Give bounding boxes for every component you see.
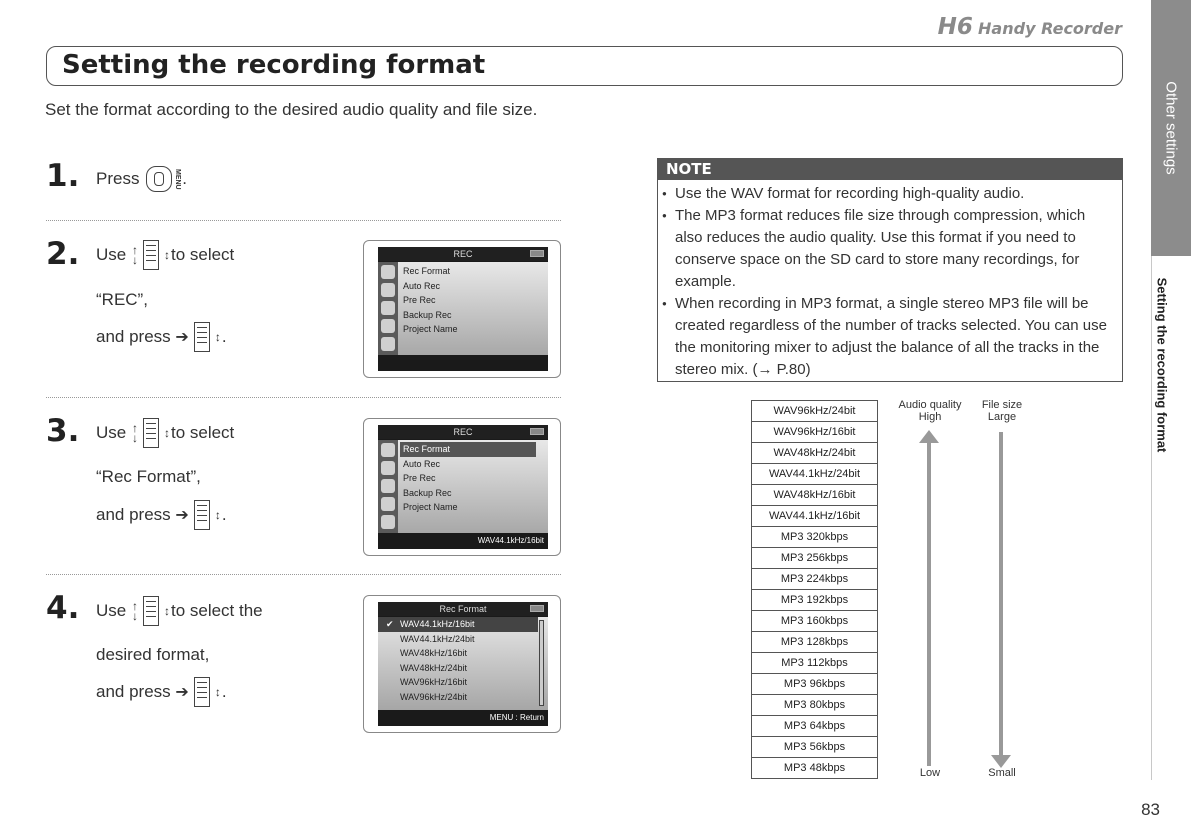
table-row	[752, 611, 878, 632]
format-cell: MP3 112kbps	[752, 653, 878, 674]
step-2-line-3: and press ➔ ↕ .	[96, 322, 227, 352]
format-cell: MP3 48kbps	[752, 758, 878, 779]
size-arrow-shaft	[999, 432, 1003, 756]
screen-rec-format-list	[363, 595, 561, 733]
scroll-dial-icon	[143, 596, 159, 626]
lcd-menu-item: Auto Rec	[403, 458, 441, 469]
note-box	[657, 158, 1123, 382]
updown-small-icon: ↕	[163, 604, 170, 618]
folder-icon	[381, 515, 395, 529]
side-tab-label: Other settings	[1162, 81, 1180, 175]
side-tab[interactable]	[1151, 0, 1191, 256]
screen-rec-format-selected	[363, 418, 561, 556]
updown-small-icon: ↕	[163, 426, 170, 440]
lcd-footer-hint: MENU : Return	[489, 713, 544, 722]
format-cell: MP3 96kbps	[752, 674, 878, 695]
lcd-format-item: WAV48kHz/16bit	[400, 648, 468, 658]
table-row	[752, 401, 878, 422]
push-arrow-icon: ➔	[175, 329, 189, 346]
quality-high-label: High	[918, 411, 942, 423]
table-row	[752, 527, 878, 548]
up-down-arrow-icon: ↑ ↓	[131, 243, 138, 267]
lcd-format-list	[378, 617, 548, 710]
step-1-number: 1.	[46, 158, 80, 194]
up-down-arrow-icon: ↑ ↓	[131, 421, 138, 445]
mic-icon	[381, 461, 395, 475]
audio-quality-label: Audio quality	[898, 399, 962, 411]
lcd-menu-item: Auto Rec	[403, 280, 441, 291]
step-4-number: 4.	[46, 590, 80, 626]
size-scale-label	[962, 399, 1042, 423]
updown-small-icon: ↕	[214, 685, 221, 699]
format-cell: MP3 56kbps	[752, 737, 878, 758]
format-cell: MP3 128kbps	[752, 632, 878, 653]
note-item: ● When recording in MP3 format, a single stereo MP3 file will be created regardless of the number of tracks selected. You can use the monitoring mixer to adjust the balance of all the tracks in the stereo mix. (→ P.80)	[675, 293, 1116, 381]
scroll-dial-icon	[194, 322, 210, 352]
intro-text: Set the format according to the desired audio quality and file size.	[45, 100, 538, 119]
format-cell: WAV48kHz/16bit	[752, 485, 878, 506]
step-3-number: 3.	[46, 413, 80, 449]
table-row	[752, 674, 878, 695]
step-separator	[46, 397, 561, 398]
record-icon	[381, 479, 395, 493]
step-separator	[46, 574, 561, 575]
lcd-format-item-selected: ✔ WAV44.1kHz/16bit	[378, 617, 538, 632]
lcd-format-item: WAV44.1kHz/24bit	[400, 633, 475, 644]
battery-icon	[530, 428, 544, 435]
quality-arrow-shaft	[927, 442, 931, 766]
lcd-menu-item: Backup Rec	[403, 309, 452, 320]
size-large-label: Large	[987, 411, 1017, 423]
music-icon	[381, 443, 395, 457]
format-cell: MP3 80kbps	[752, 695, 878, 716]
format-table	[751, 400, 878, 779]
lcd-scrollbar	[539, 620, 544, 706]
side-divider	[1151, 256, 1152, 780]
format-cell: MP3 192kbps	[752, 590, 878, 611]
table-row	[752, 548, 878, 569]
scroll-dial-icon	[143, 418, 159, 448]
push-arrow-icon: ➔	[175, 507, 189, 524]
table-row	[752, 632, 878, 653]
lcd-menu-item: Rec Format	[403, 266, 451, 276]
format-cell: WAV44.1kHz/16bit	[752, 506, 878, 527]
note-header: NOTE	[658, 159, 1122, 180]
format-cell: WAV44.1kHz/24bit	[752, 464, 878, 485]
format-cell: WAV96kHz/24bit	[752, 401, 878, 422]
lcd-screen	[378, 425, 548, 549]
page-title: Setting the recording format	[62, 50, 486, 80]
step-3-line-2: “Rec Format”,	[96, 467, 201, 486]
table-row	[752, 716, 878, 737]
lcd-screen	[378, 602, 548, 726]
step-separator	[46, 220, 561, 221]
screen-rec-menu	[363, 240, 561, 378]
product-name: Handy Recorder	[978, 19, 1122, 38]
format-cell: WAV96kHz/16bit	[752, 422, 878, 443]
up-down-arrow-icon: ↑ ↓	[131, 599, 138, 623]
step-2-number: 2.	[46, 236, 80, 272]
lcd-menu-item: Backup Rec	[403, 487, 452, 498]
step-1-press: Press	[96, 169, 140, 188]
note-list	[658, 180, 1122, 381]
table-row	[752, 464, 878, 485]
format-cell: WAV48kHz/24bit	[752, 443, 878, 464]
brand-header	[938, 14, 1122, 40]
table-row	[752, 737, 878, 758]
lcd-format-item: WAV96kHz/24bit	[400, 691, 468, 702]
updown-small-icon: ↕	[163, 248, 170, 262]
step-4-line-2: desired format,	[96, 645, 210, 664]
scroll-dial-icon	[194, 677, 210, 707]
step-2-line-2: “REC”,	[96, 290, 148, 309]
play-icon	[381, 319, 395, 333]
quality-scale-label	[890, 399, 970, 423]
table-row	[752, 653, 878, 674]
table-row	[752, 758, 878, 779]
music-icon	[381, 265, 395, 279]
lcd-menu-item: Pre Rec	[403, 473, 436, 483]
step-3-line-1: Use ↑ ↓ ↕ to select	[96, 418, 234, 448]
format-cell: MP3 224kbps	[752, 569, 878, 590]
battery-icon	[530, 250, 544, 257]
scroll-dial-icon	[143, 240, 159, 270]
table-row	[752, 590, 878, 611]
lcd-title: REC	[453, 249, 473, 259]
table-row	[752, 506, 878, 527]
step-4-line-3: and press ➔ ↕ .	[96, 677, 227, 707]
step-3-line-3: and press ➔ ↕ .	[96, 500, 227, 530]
record-icon	[381, 301, 395, 315]
lcd-menu	[400, 442, 536, 515]
lcd-menu-item: Project Name	[403, 324, 458, 334]
page-number: 83	[1141, 800, 1160, 819]
table-row	[752, 443, 878, 464]
file-size-label: File size	[981, 399, 1023, 411]
updown-small-icon: ↕	[214, 330, 221, 344]
table-row	[752, 569, 878, 590]
note-item: ● The MP3 format reduces file size through compression, which also reduces the audio quality. Use this format if you need to conserve space on the SD card to store many recordings, for example.	[675, 205, 1116, 293]
lcd-menu-item-selected: Rec Format	[400, 442, 536, 457]
table-row	[752, 422, 878, 443]
quality-low-label: Low	[919, 767, 941, 779]
format-cell: MP3 64kbps	[752, 716, 878, 737]
lcd-screen	[378, 247, 548, 371]
table-row	[752, 695, 878, 716]
scroll-dial-icon	[194, 500, 210, 530]
step-1-text: Press MENU .	[96, 166, 187, 192]
lcd-footer-value: WAV44.1kHz/16bit	[477, 536, 544, 545]
model-name: H6	[937, 14, 973, 40]
lcd-menu	[400, 264, 536, 337]
step-2-line-1: Use ↑ ↓ ↕ to select	[96, 240, 234, 270]
lcd-menu-item: Pre Rec	[403, 295, 436, 305]
updown-small-icon: ↕	[214, 508, 221, 522]
format-cell: MP3 256kbps	[752, 548, 878, 569]
mic-icon	[381, 283, 395, 297]
side-section-label: Setting the recording format	[1154, 277, 1170, 453]
lcd-format-item: WAV48kHz/24bit	[400, 662, 468, 673]
lcd-menu-item: Project Name	[403, 502, 458, 512]
battery-icon	[530, 605, 544, 612]
note-item: ● Use the WAV format for recording high-quality audio.	[675, 183, 1116, 205]
menu-button-label: MENU	[174, 168, 182, 190]
menu-button-icon	[146, 166, 172, 192]
lcd-title: Rec Format	[439, 604, 487, 614]
lcd-icon-column	[378, 262, 398, 355]
step-4-line-1: Use ↑ ↓ ↕ to select the	[96, 596, 263, 626]
format-cell: MP3 320kbps	[752, 527, 878, 548]
table-row	[752, 485, 878, 506]
lcd-format-item: WAV96kHz/16bit	[400, 677, 468, 687]
push-arrow-icon: ➔	[175, 684, 189, 701]
folder-icon	[381, 337, 395, 351]
size-small-label: Small	[988, 767, 1016, 779]
lcd-title: REC	[453, 427, 473, 437]
format-cell: MP3 160kbps	[752, 611, 878, 632]
lcd-icon-column	[378, 440, 398, 533]
play-icon	[381, 497, 395, 511]
title-box	[46, 46, 1123, 86]
